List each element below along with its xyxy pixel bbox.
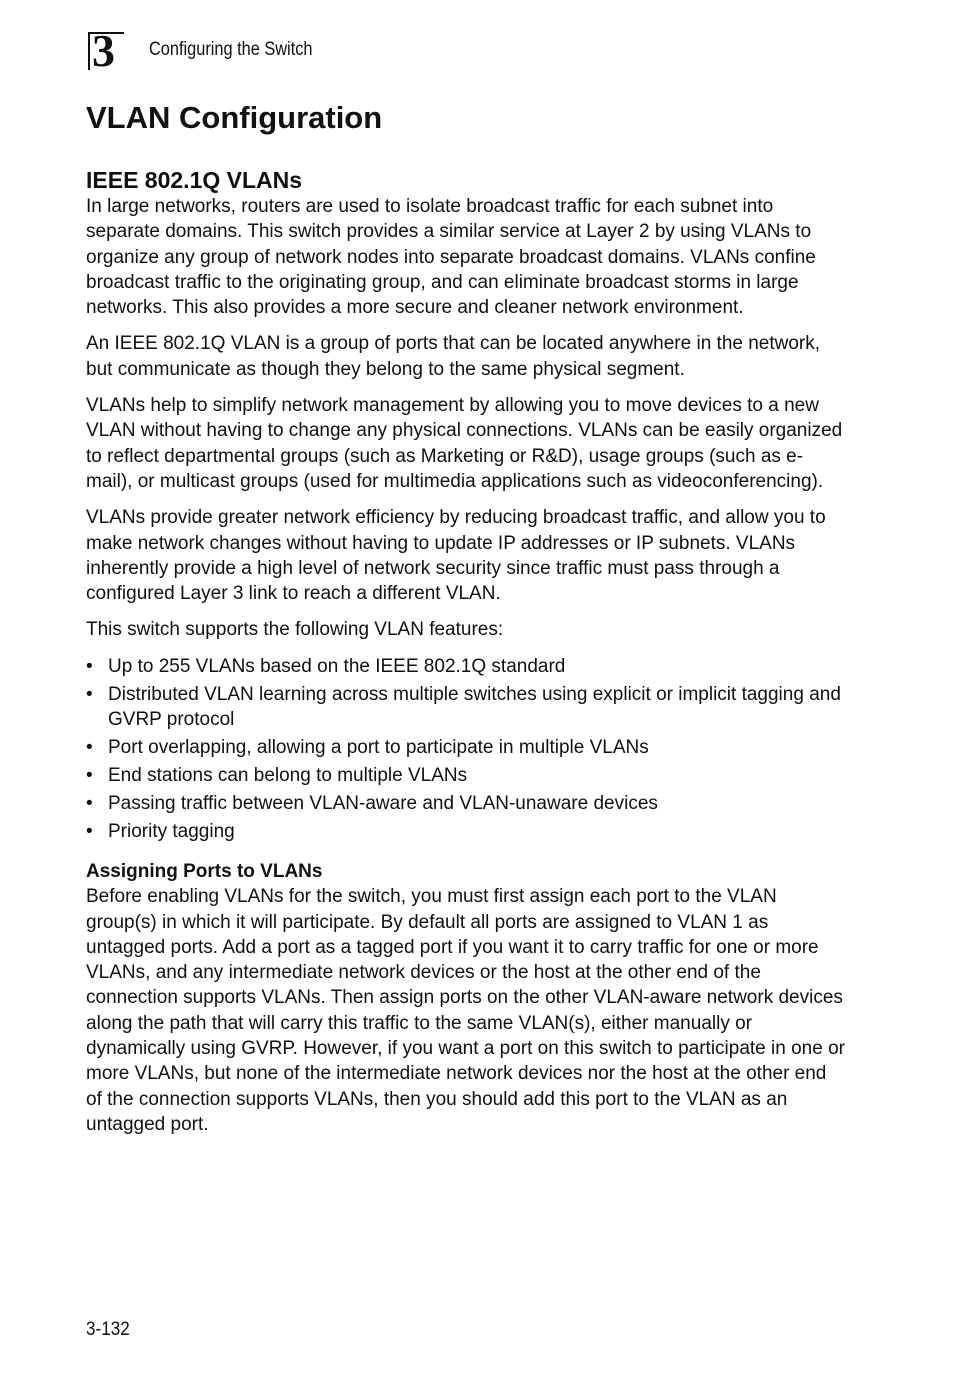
body-paragraph: VLANs help to simplify network management by allowing you to move devices to a new VLAN without having to change any physical connections. VLANs can be easily organized to reflect departmental groups (such as Marketing or R&D), usage groups (such as e-mail), or multicast groups (used for multimedia applications such as videoconferencing). [86, 395, 843, 492]
page-content [86, 96, 846, 1148]
chapter-number: 3 [92, 25, 115, 76]
feature-list [86, 654, 846, 845]
running-header-title: Configuring the Switch [149, 39, 313, 60]
body-paragraph: In large networks, routers are used to isolate broadcast traffic for each subnet into separate domains. This switch provides a similar service at Layer 2 by using VLANs to organize any group of network nodes into separate broadcast domains. VLANs confine broadcast traffic to the originating group, and can eliminate broadcast storms in large networks. This also provides a more secure and cleaner network environment. [86, 196, 816, 319]
page-number: 3-132 [86, 1319, 130, 1340]
list-item [86, 791, 846, 816]
bullet-icon: • [86, 683, 93, 705]
body-paragraph: An IEEE 802.1Q VLAN is a group of ports that can be located anywhere in the network, but communicate as though they belong to the same physical segment. [86, 333, 821, 380]
bullet-icon: • [86, 765, 93, 786]
list-item-text: Distributed VLAN learning across multiple switches using explicit or implicit tagging and GVRP protocol [108, 683, 841, 731]
list-item [86, 819, 846, 844]
list-item [86, 763, 846, 788]
body-paragraph: VLANs provide greater network efficiency by reducing broadcast traffic, and allow you to make network changes without having to update IP addresses or IP subnets. VLANs inherently provide a high level of network security since traffic must pass through a configured Layer 3 link to reach a different VLAN. [86, 507, 826, 605]
sub-subsection-title: Assigning Ports to VLANs [86, 861, 323, 883]
bullet-icon: • [86, 655, 93, 677]
bullet-icon: • [86, 792, 93, 814]
bullet-icon: • [86, 820, 93, 842]
list-item [86, 735, 846, 760]
list-item [86, 654, 846, 679]
list-item-text: Up to 255 VLANs based on the IEEE 802.1Q standard [108, 655, 566, 677]
list-item [86, 682, 846, 733]
subsection-title: IEEE 802.1Q VLANs [86, 167, 303, 193]
list-item-text: End stations can belong to multiple VLANs [108, 765, 468, 786]
section-title: VLAN Configuration [86, 100, 383, 135]
body-paragraph: Before enabling VLANs for the switch, you must first assign each port to the VLAN group(s) in which it will participate. By default all ports are assigned to VLAN 1 as untagged ports. Add a port as a tagged port if you want it to carry traffic for one or more VLANs, and any intermediate network devices or the host at the other end of the connection supports VLANs. Then assign ports on the other VLAN-aware network devices along the path that will carry this traffic to the same VLAN(s), either manually or dynamically using GVRP. However, if you want a port on this switch to participate in one or more VLANs, but none of the intermediate network devices nor the host at the other end of the connection supports VLANs, then you should add this port to the VLAN as an untagged port. [86, 886, 845, 1135]
body-paragraph: This switch supports the following VLAN features: [86, 619, 504, 641]
list-item-text: Port overlapping, allowing a port to participate in multiple VLANs [108, 737, 649, 759]
list-item-text: Passing traffic between VLAN-aware and VLAN-unaware devices [108, 792, 658, 814]
list-item-text: Priority tagging [108, 820, 235, 842]
bullet-icon: • [86, 737, 93, 759]
